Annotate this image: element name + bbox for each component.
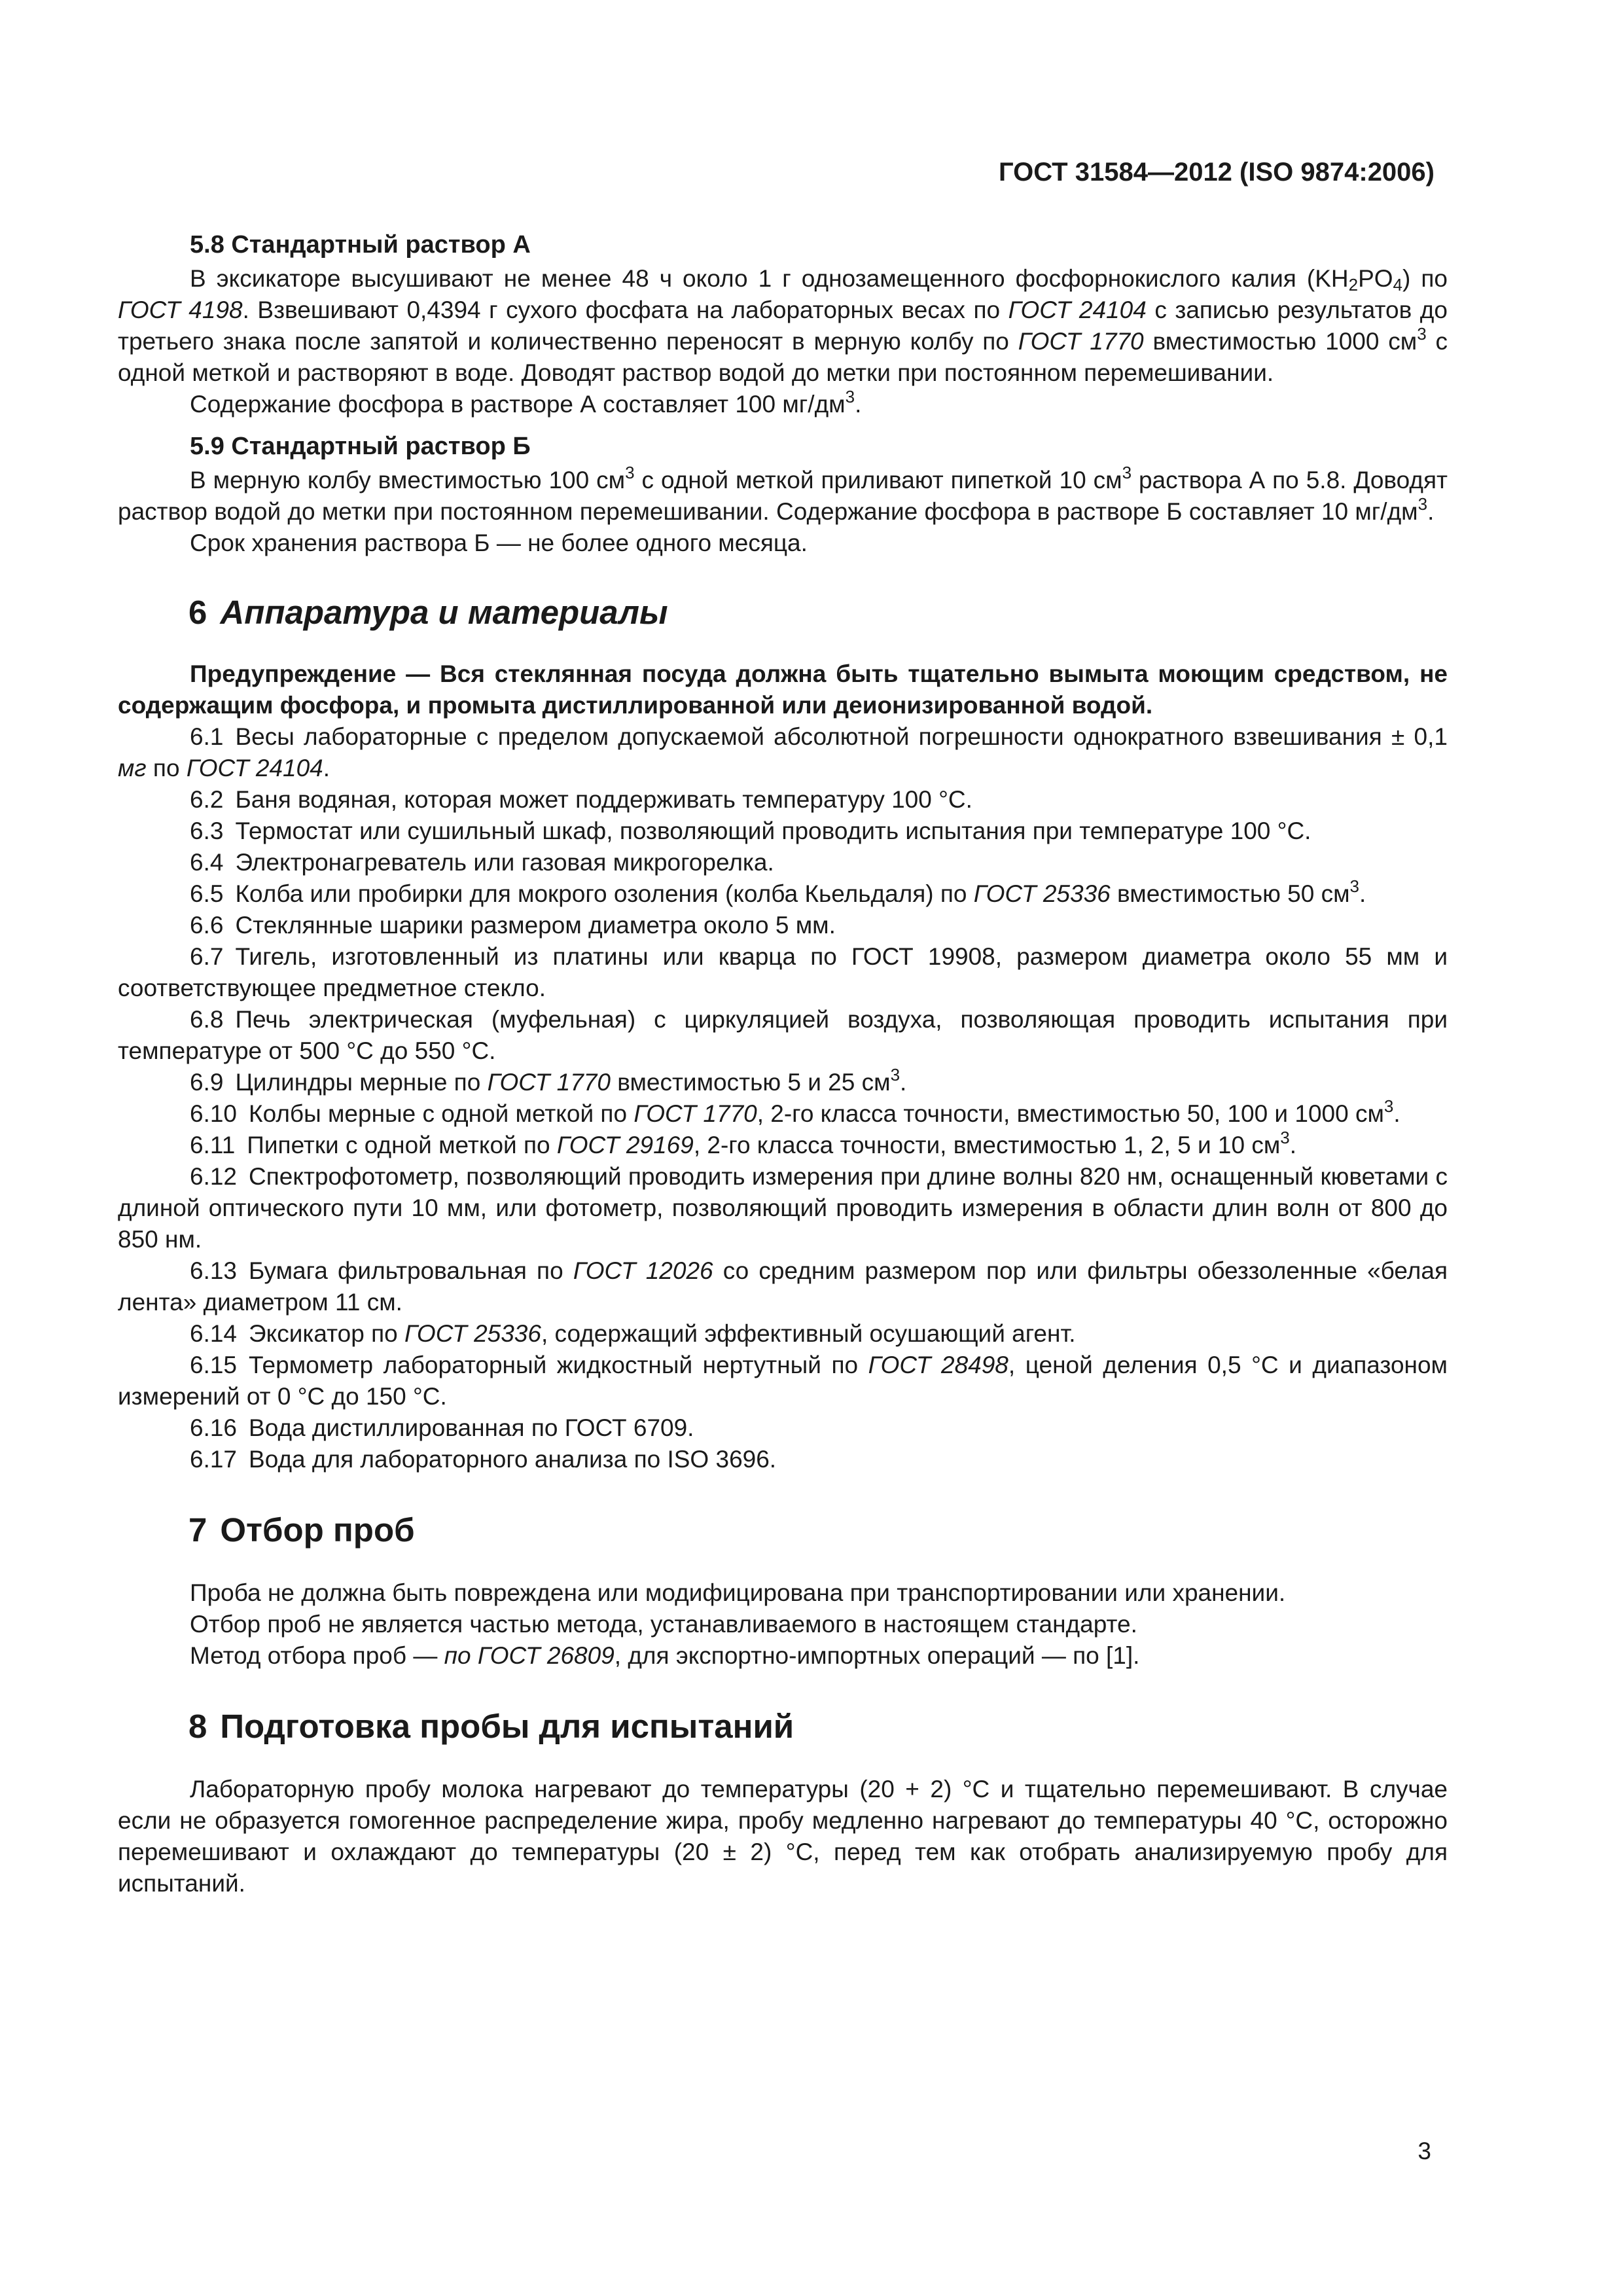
- section-heading-6: 6 Аппаратура и материалы: [188, 594, 668, 631]
- paragraph: Отбор проб не является частью метода, устанавливаемого в настоящем стандарте.: [190, 1611, 1137, 1638]
- paragraph: В эксикаторе высушивают не менее 48 ч около 1 г однозамещенного фосфорнокислого калия $(KH_2PO_4)$ по ГОСТ 4198. Взвешивают 0,4394 г сухого фосфата на лабораторных весах по ГОСТ 24104 с записью результатов до третьего знака после запятой и количественно переносят в мерную колбу по ГОСТ 1770 вместимостью 1000 $см^3$ с одной меткой и растворяют в воде. Доводят раствор водой до метки при постоянном перемешивании.: [118, 265, 1448, 386]
- paragraph: Проба не должна быть повреждена или модифицирована при транспортировании или хранении.: [190, 1579, 1286, 1606]
- section-heading-7: 7 Отбор проб: [188, 1511, 415, 1549]
- warning-note: Предупреждение — Вся стеклянная посуда должна быть тщательно вымыта моющим средством, не содержащим фосфора, и промыта дистиллированной или деионизированной водой.: [118, 660, 1448, 719]
- list-item: 6.14 Эксикатор по ГОСТ 25336, содержащий эффективный осушающий агент.: [190, 1320, 1076, 1347]
- reference-link: ГОСТ 25336: [404, 1320, 541, 1347]
- document-header: ГОСТ 31584—2012 (ISO 9874:2006): [999, 158, 1435, 187]
- paragraph: Метод отбора проб — по ГОСТ 26809, для экспортно-импортных операций — по [1].: [190, 1642, 1140, 1669]
- paragraph: Лабораторную пробу молока нагревают до температуры (20 + 2) °С и тщательно перемешивают. В случае если не образуется гомогенное распределение жира, пробу медленно нагревают до температуры 40 °С, осторожно перемешивают и охлаждают до температуры (20 ± 2) °С, перед тем как отобрать анализируемую пробу для испытаний.: [118, 1776, 1448, 1897]
- list-item: 6.10 Колбы мерные с одной меткой по ГОСТ 1770, 2-го класса точности, вместимостью 50, 100 и 1000 $см^3$.: [190, 1096, 1400, 1127]
- reference-link: ГОСТ 24104: [186, 755, 323, 781]
- subsection-title-5-9: 5.9 Стандартный раствор Б: [190, 433, 531, 460]
- subsection-title-5-8: 5.8 Стандартный раствор А: [190, 231, 531, 259]
- list-item: 6.17 Вода для лабораторного анализа по ISO 3696.: [190, 1446, 777, 1473]
- section-heading-8: 8 Подготовка пробы для испытаний: [188, 1708, 794, 1745]
- list-item: 6.4 Электронагреватель или газовая микрогорелка.: [190, 849, 774, 876]
- reference-link: по ГОСТ 26809: [444, 1642, 615, 1669]
- list-item: 6.12 Спектрофотометр, позволяющий проводить измерения при длине волны 820 нм, оснащенный кюветами с длиной оптического пути 10 мм, или фотометр, позволяющий проводить измерения в области длин волн от 800 до 850 нм.: [118, 1163, 1448, 1253]
- reference-link: ГОСТ 12026: [573, 1257, 713, 1284]
- reference-link: ГОСТ 1770: [487, 1069, 611, 1096]
- paragraph: Содержание фосфора в растворе А составляет 100 $мг/дм^3$.: [190, 387, 862, 418]
- reference-link: ГОСТ 1770: [1018, 328, 1144, 355]
- list-item: 6.16 Вода дистиллированная по ГОСТ 6709.: [190, 1414, 694, 1441]
- paragraph: Срок хранения раствора Б — не более одного месяца.: [190, 529, 808, 556]
- list-item: 6.15 Термометр лабораторный жидкостный нертутный по ГОСТ 28498, ценой деления 0,5 °С и диапазоном измерений от 0 °С до 150 °С.: [118, 1352, 1448, 1410]
- page-number: 3: [1418, 2138, 1431, 2164]
- list-item: 6.2 Баня водяная, которая может поддерживать температуру 100 °С.: [190, 786, 972, 813]
- reference-link: ГОСТ 28498: [868, 1352, 1008, 1378]
- list-item: 6.11 Пипетки с одной меткой по ГОСТ 29169, 2-го класса точности, вместимостью 1, 2, 5 и 10 $см^3$.: [190, 1128, 1297, 1158]
- paragraph: В мерную колбу вместимостью 100 $см^3$ с одной меткой приливают пипеткой 10 $см^3$ раствора А по 5.8. Доводят раствор водой до метки при постоянном перемешивании. Содержание фосфора в растворе Б составляет 10 $мг/дм^3$.: [118, 463, 1448, 525]
- list-item: 6.3 Термостат или сушильный шкаф, позволяющий проводить испытания при температуре 100 °С.: [190, 817, 1311, 844]
- list-item: 6.7 Тигель, изготовленный из платины или кварца по ГОСТ 19908, размером диаметра около 55 мм и соответствующее предметное стекло.: [118, 943, 1448, 1001]
- reference-link: ГОСТ 25336: [973, 880, 1111, 907]
- list-item: 6.13 Бумага фильтровальная по ГОСТ 12026 со средним размером пор или фильтры обеззоленные «белая лента» диаметром 11 см.: [118, 1257, 1448, 1316]
- list-item: 6.8 Печь электрическая (муфельная) с циркуляцией воздуха, позволяющая проводить испытания при температуре от 500 °С до 550 °С.: [118, 1006, 1448, 1064]
- page-body: [118, 229, 1448, 1899]
- list-item: 6.1 Весы лабораторные с пределом допускаемой абсолютной погрешности однократного взвешивания ± 0,1 мг по ГОСТ 24104.: [118, 723, 1448, 781]
- reference-link: ГОСТ 29169: [556, 1132, 694, 1158]
- reference-link: ГОСТ 24104: [1008, 296, 1147, 323]
- list-item: 6.5 Колба или пробирки для мокрого озоления (колба Кьельдаля) по ГОСТ 25336 вместимостью 50 $см^3$.: [190, 876, 1366, 907]
- reference-link: ГОСТ 1770: [633, 1100, 757, 1127]
- list-item: 6.6 Стеклянные шарики размером диаметра около 5 мм.: [190, 912, 836, 939]
- list-item: 6.9 Цилиндры мерные по ГОСТ 1770 вместимостью 5 и 25 $см^3$.: [190, 1065, 907, 1096]
- reference-link: ГОСТ 4198: [118, 296, 243, 323]
